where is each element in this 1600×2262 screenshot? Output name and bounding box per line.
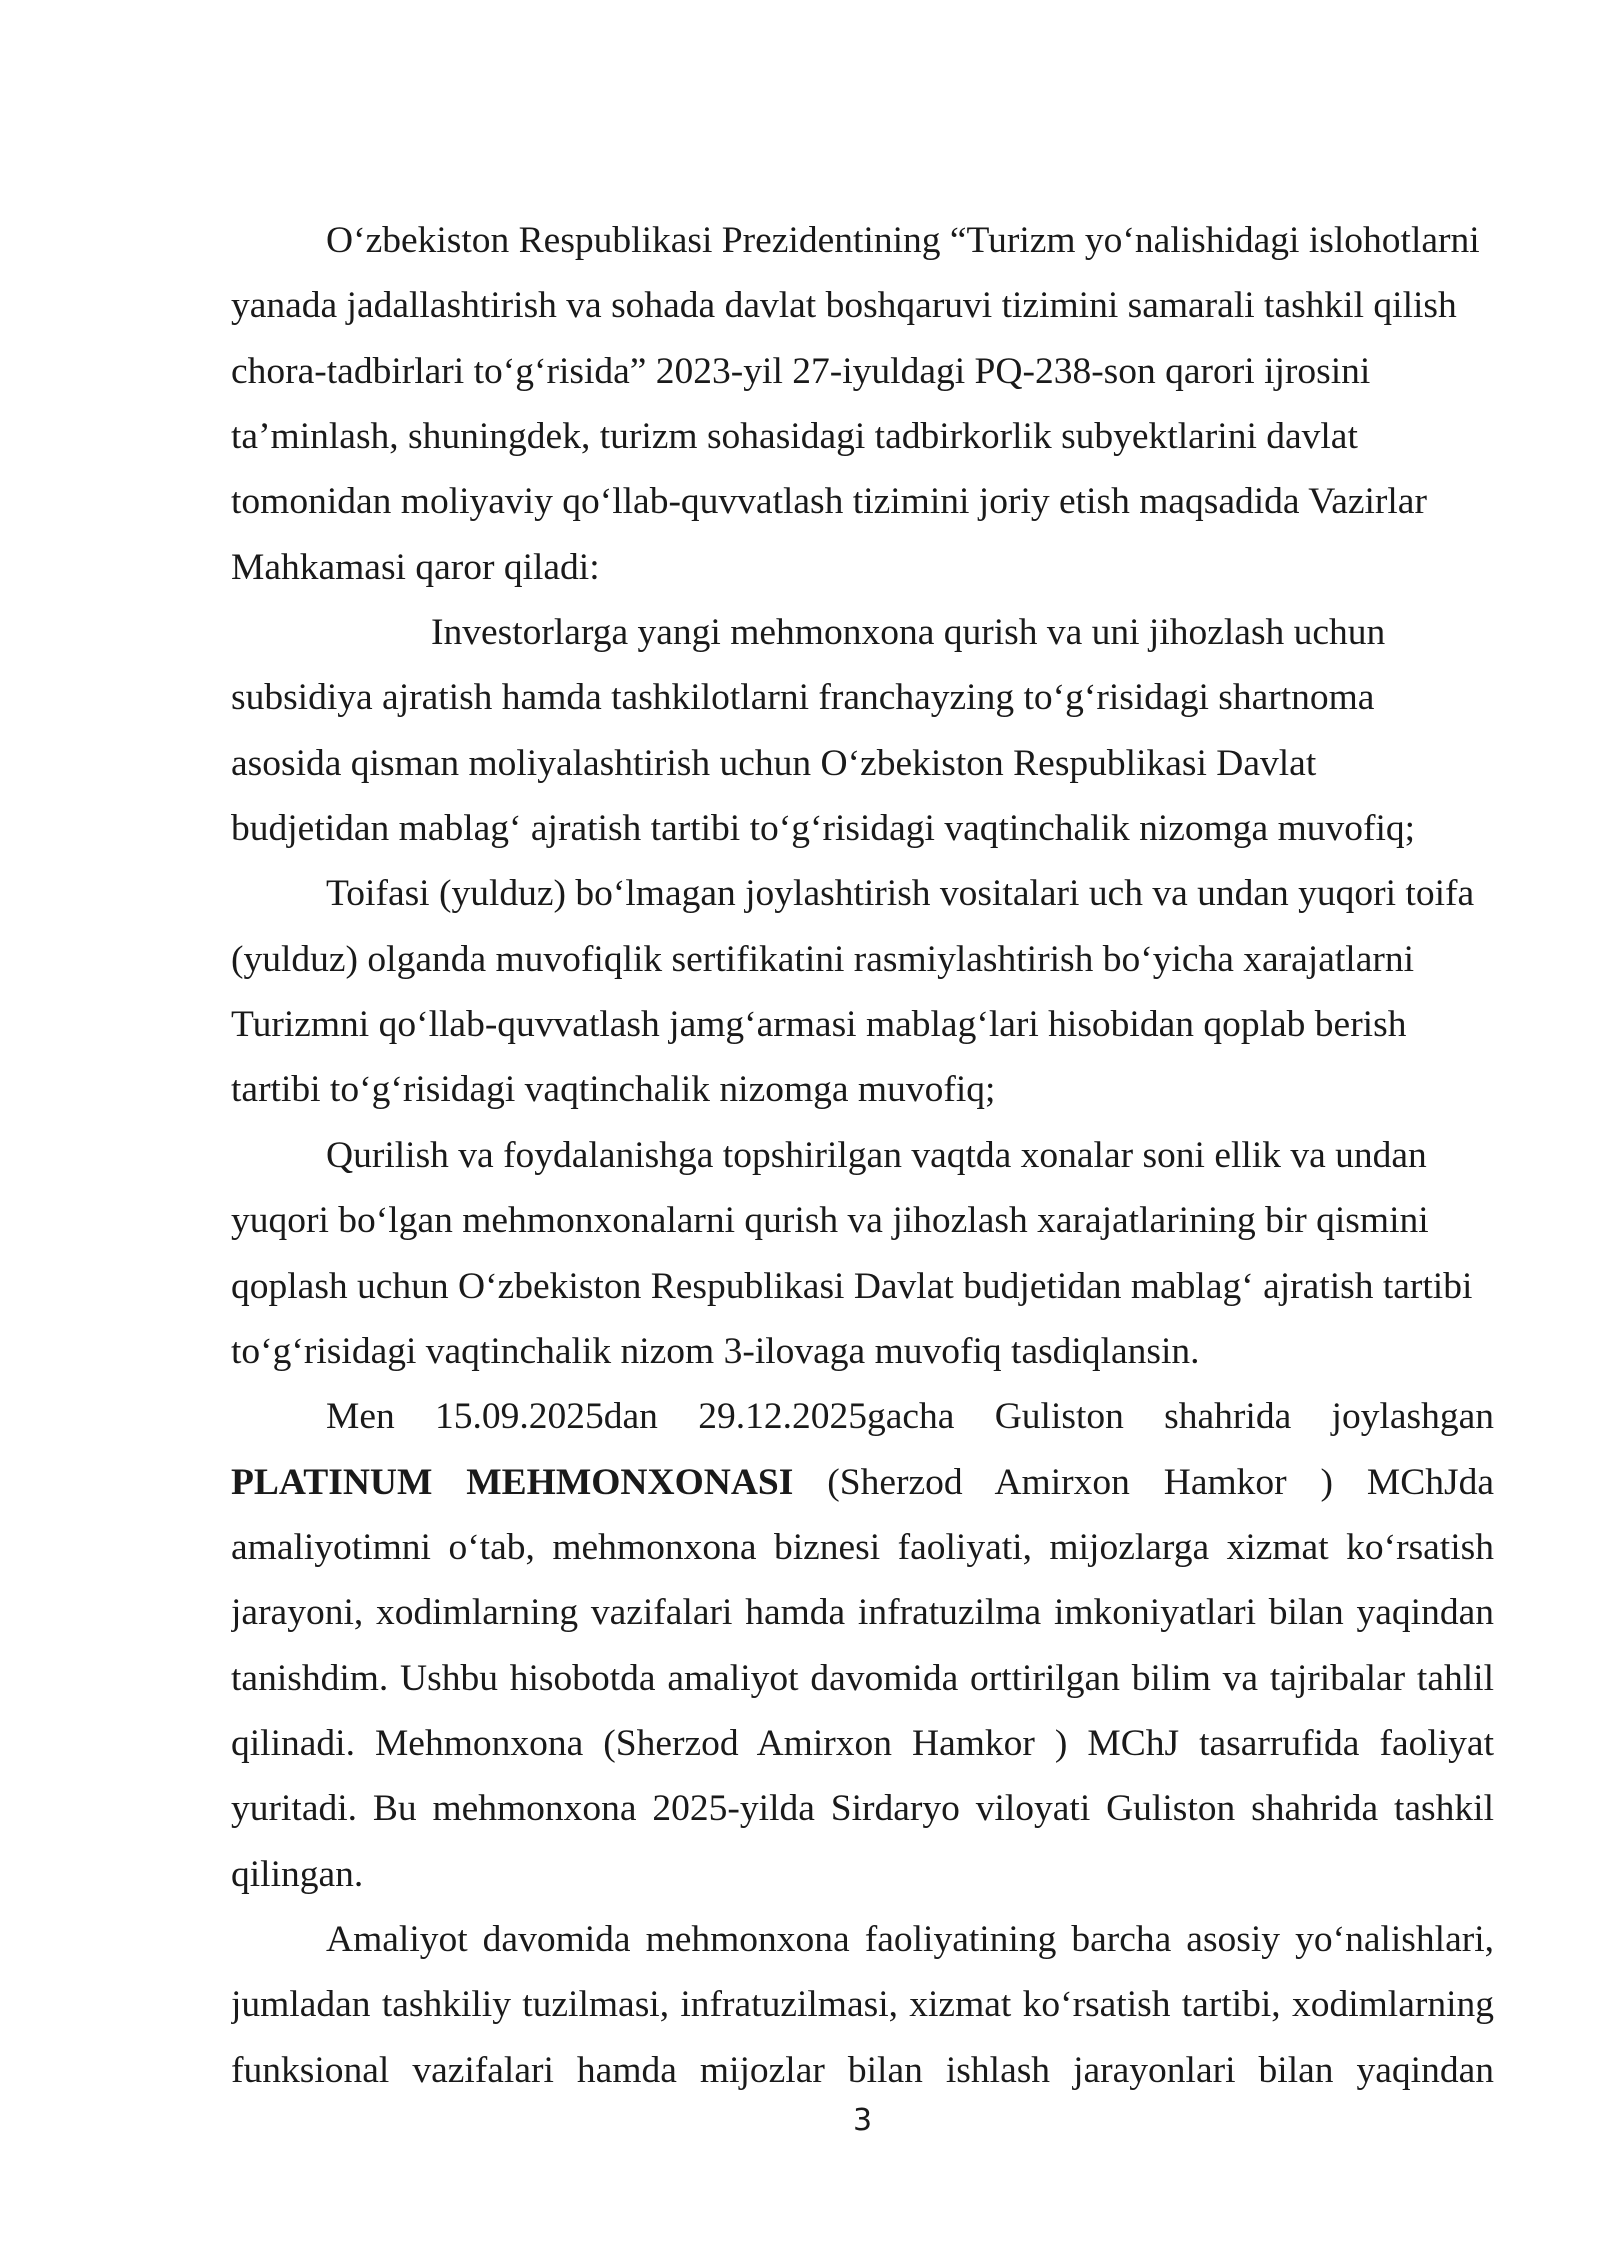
text-line: Turizmni qo‘llab-quvvatlash jamg‘armasi mablag‘lari hisobidan qoplab berish	[231, 1004, 1407, 1046]
paragraph-investor-subsidy	[231, 600, 1494, 861]
text-line: tartibi to‘g‘risidagi vaqtinchalik nizomga muvofiq;	[231, 1069, 996, 1111]
text-line	[231, 1450, 1494, 1515]
text-line: qilinadi. Mehmonxona (Sherzod Amirxon Hamkor ) MChJ tasarrufida faoliyat	[231, 1722, 1494, 1764]
text-line: ta’minlash, shuningdek, turizm sohasidagi tadbirkorlik subyektlarini davlat	[231, 416, 1358, 458]
paragraph-construction-costs	[231, 1123, 1494, 1384]
text-line: jumladan tashkiliy tuzilmasi, infratuzilmasi, xizmat ko‘rsatish tartibi, xodimlarning	[231, 1984, 1494, 2026]
text-line: budjetidan mablag‘ ajratish tartibi to‘g‘risidagi vaqtinchalik nizomga muvofiq;	[231, 808, 1416, 850]
text-line: Qurilish va foydalanishga topshirilgan vaqtda xonalar soni ellik va undan	[326, 1134, 1427, 1176]
paragraph-internship-intro	[231, 1384, 1494, 1907]
text-line: subsidiya ajratish hamda tashkilotlarni franchayzing to‘g‘risidagi shartnoma	[231, 677, 1375, 719]
text-line: Amaliyot davomida mehmonxona faoliyatining barcha asosiy yo‘nalishlari,	[326, 1918, 1494, 1960]
text-line: amaliyotimni o‘tab, mehmonxona biznesi faoliyati, mijozlarga xizmat ko‘rsatish	[231, 1526, 1494, 1568]
text-line: Mahkamasi qaror qiladi:	[231, 546, 600, 588]
text-line: Men 15.09.2025dan 29.12.2025gacha Guliston shahrida joylashgan	[326, 1396, 1494, 1438]
text-line: qoplash uchun O‘zbekiston Respublikasi Davlat budjetidan mablag‘ ajratish tartibi	[231, 1265, 1473, 1307]
paragraph-internship-activities	[231, 1907, 1494, 2103]
text-line: tomonidan moliyaviy qo‘llab-quvvatlash tizimini joriy etish maqsadida Vazirlar	[231, 481, 1427, 523]
text-line: yuqori bo‘lgan mehmonxonalarni qurish va jihozlash xarajatlarining bir qismini	[231, 1200, 1429, 1242]
text-line: yuritadi. Bu mehmonxona 2025-yilda Sirdaryo viloyati Guliston shahrida tashkil	[231, 1788, 1494, 1830]
text-line: asosida qisman moliyalashtirish uchun O‘zbekiston Respublikasi Davlat	[231, 742, 1317, 784]
text-line: chora-tadbirlari to‘g‘risida” 2023-yil 27-iyuldagi PQ-238-son qarori ijrosini	[231, 350, 1371, 392]
text-line: Investorlarga yangi mehmonxona qurish va uni jihozlash uchun	[431, 612, 1386, 654]
text-line: O‘zbekiston Respublikasi Prezidentining “Turizm yo‘nalishidagi islohotlarni	[326, 220, 1480, 261]
paragraph-decree-preamble	[231, 208, 1494, 600]
text-line: Toifasi (yulduz) bo‘lmagan joylashtirish vositalari uch va undan yuqori toifa	[326, 873, 1475, 915]
text-line: to‘g‘risidagi vaqtinchalik nizom 3-ilovaga muvofiq tasdiqlansin.	[231, 1330, 1200, 1372]
text-line: (yulduz) olganda muvofiqlik sertifikatini rasmiylashtirish bo‘yicha xarajatlarni	[231, 938, 1415, 980]
text-line: funksional vazifalari hamda mijozlar bilan ishlash jarayonlari bilan yaqindan	[231, 2049, 1494, 2091]
document-body	[231, 208, 1494, 2103]
text-line: yanada jadallashtirish va sohada davlat boshqaruvi tizimini samarali tashkil qilish	[231, 285, 1457, 327]
text-line-segment: (Sherzod Amirxon Hamkor ) MChJda	[827, 1461, 1494, 1503]
page-number: 3	[852, 2103, 873, 2138]
text-line: jarayoni, xodimlarning vazifalari hamda infratuzilma imkoniyatlari bilan yaqindan	[231, 1592, 1494, 1634]
text-line: tanishdim. Ushbu hisobotda amaliyot davomida orttirilgan bilim va tajribalar tahlil	[231, 1657, 1494, 1699]
text-line: qilingan.	[231, 1853, 364, 1895]
hotel-name: PLATINUM MEHMONXONASI	[231, 1461, 794, 1503]
paragraph-certification-costs	[231, 861, 1494, 1122]
